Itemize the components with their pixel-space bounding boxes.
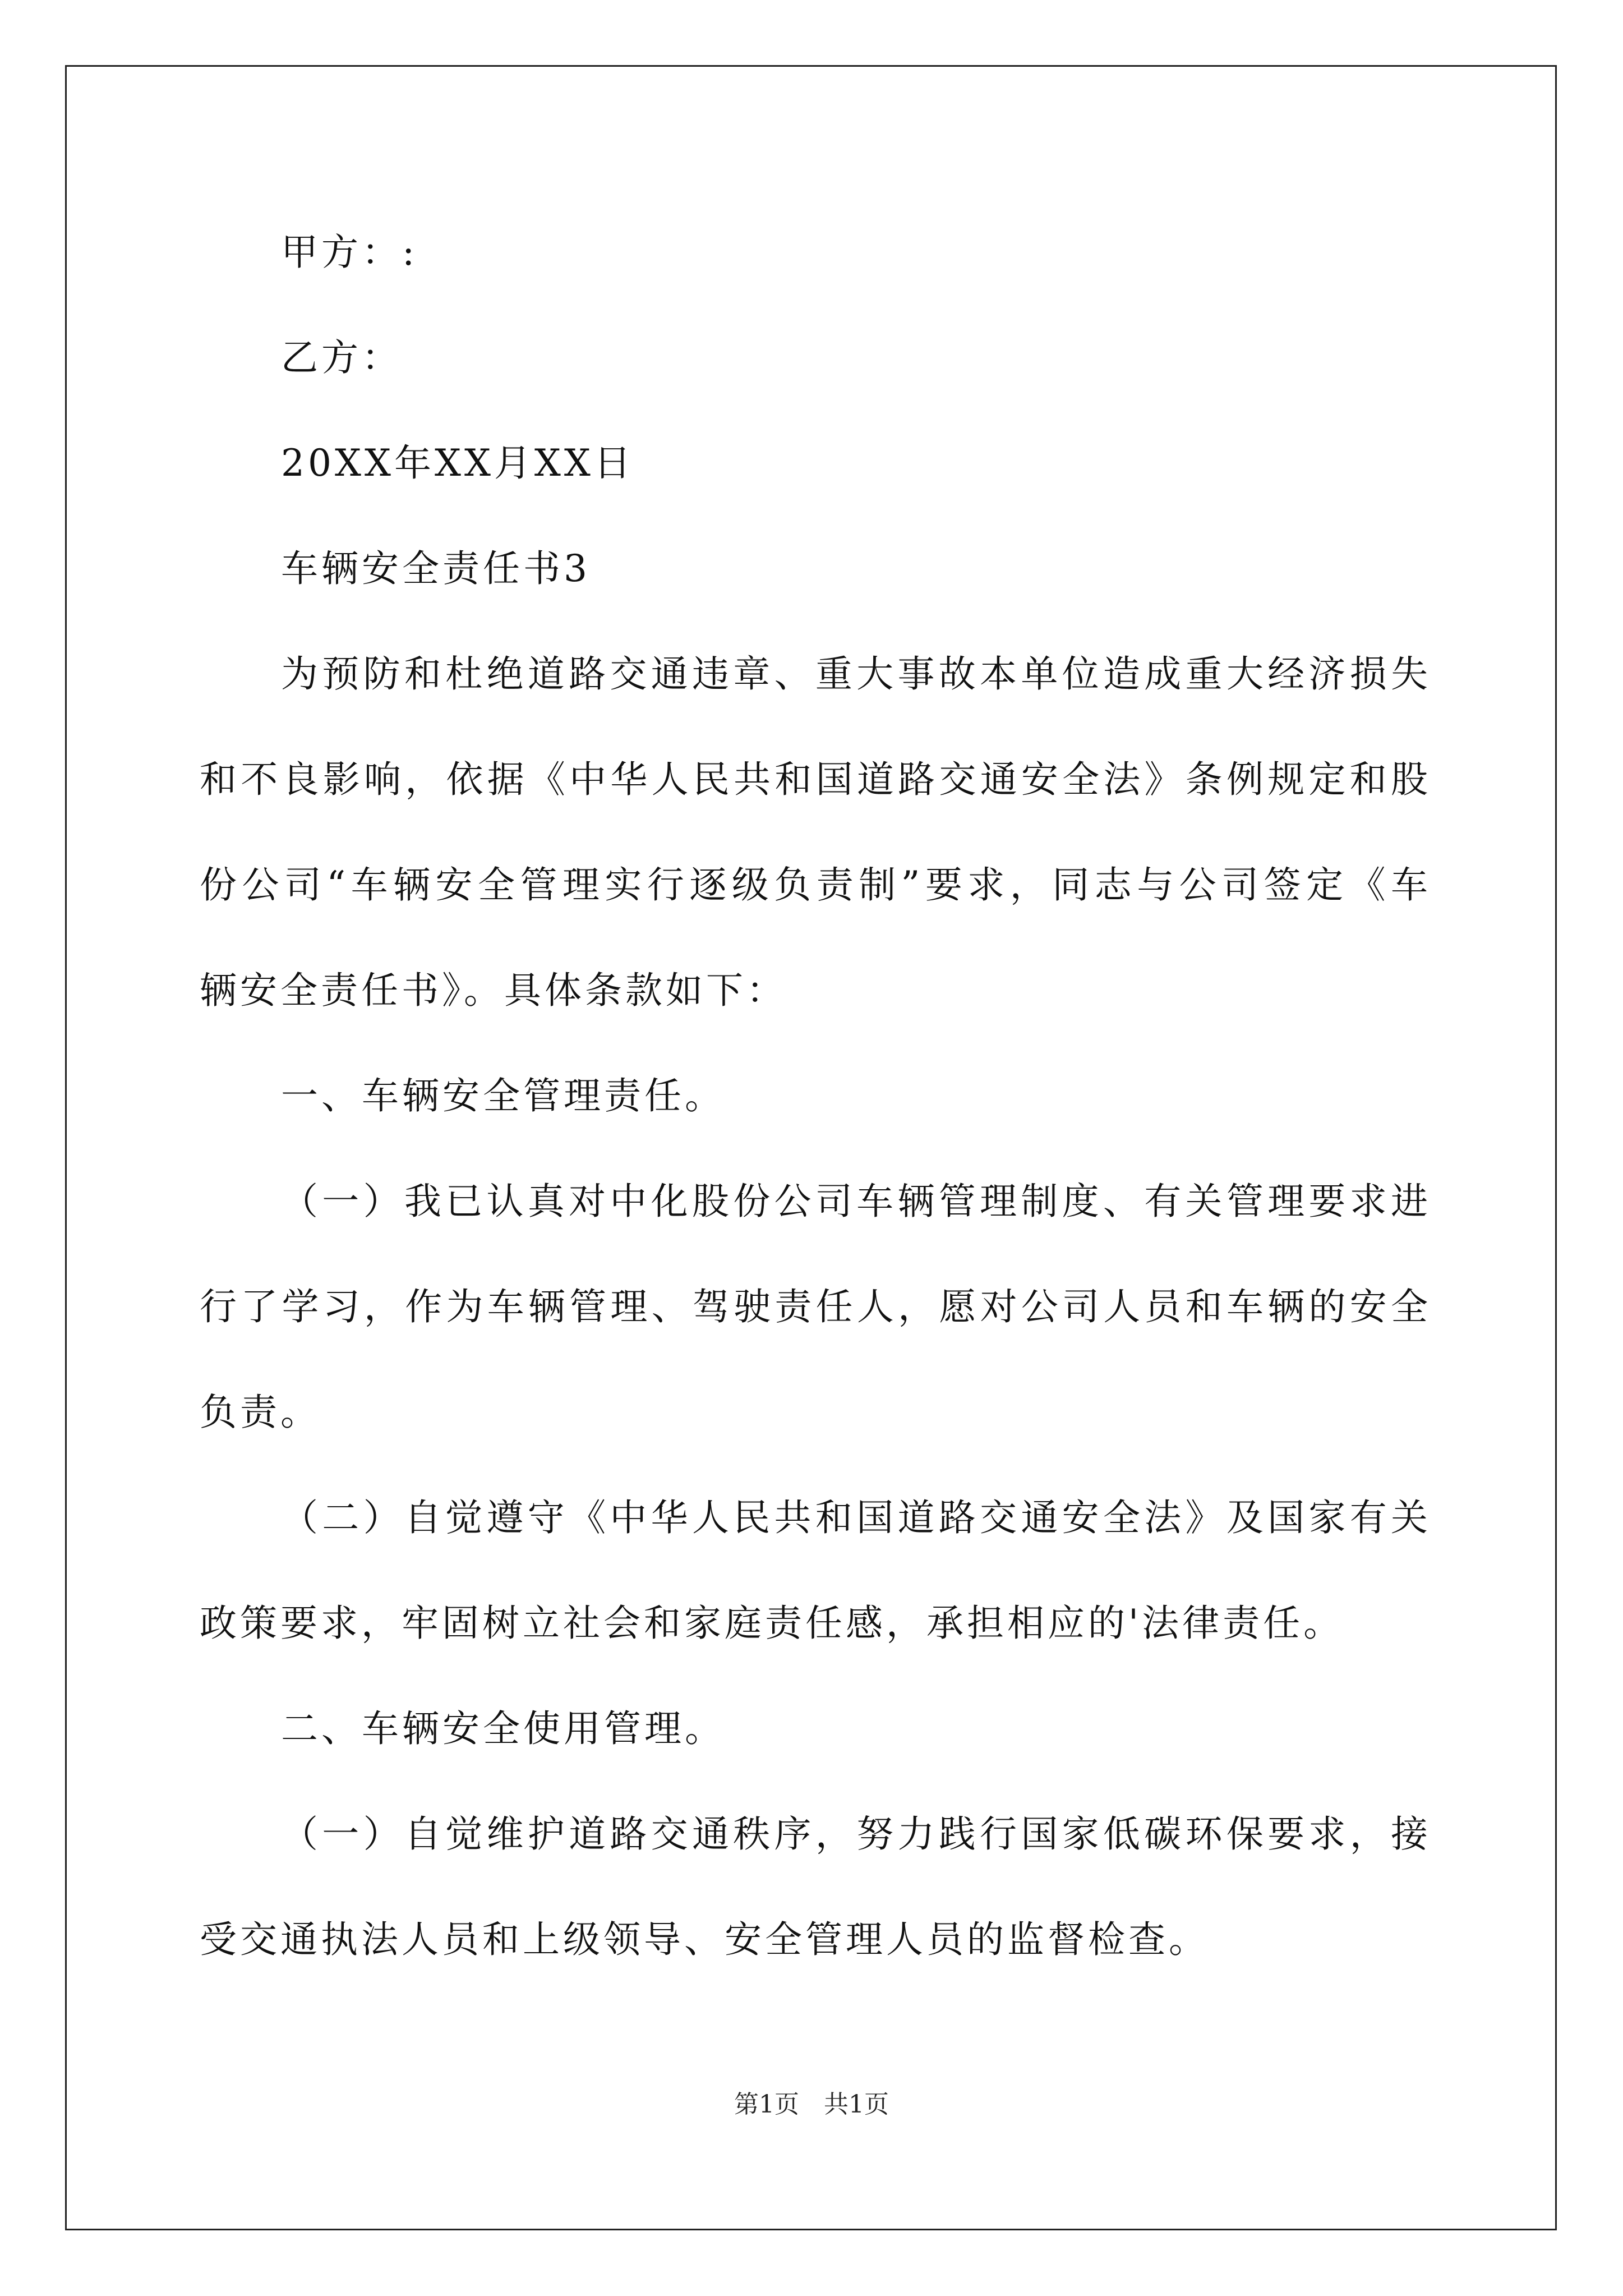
paragraph-line: 份公司“车辆安全管理实行逐级负责制”要求，同志与公司签定《车 bbox=[200, 863, 1428, 907]
paragraph-line: 行了学习，作为车辆管理、驾驶责任人，愿对公司人员和车辆的安全 bbox=[200, 1285, 1428, 1328]
date-line: 20XX年XX月XX日 bbox=[281, 441, 634, 485]
paragraph-line: 负责。 bbox=[200, 1391, 321, 1434]
paragraph-line: （一）自觉维护道路交通秩序，努力践行国家低碳环保要求，接 bbox=[281, 1812, 1428, 1856]
page-border bbox=[65, 65, 1557, 2230]
paragraph-line: 受交通执法人员和上级领导、安全管理人员的监督检查。 bbox=[200, 1918, 1209, 1961]
document-title: 车辆安全责任书3 bbox=[281, 547, 591, 590]
paragraph-line: 政策要求，牢固树立社会和家庭责任感，承担相应的'法律责任。 bbox=[200, 1602, 1344, 1645]
paragraph-line: 和不良影响，依据《中华人民共和国道路交通安全法》条例规定和股 bbox=[200, 758, 1428, 801]
party-b-line: 乙方： bbox=[281, 336, 402, 379]
page-number-footer: 第1页 共1页 bbox=[734, 2090, 889, 2119]
paragraph-line: 辆安全责任书》。具体条款如下： bbox=[200, 969, 787, 1012]
party-a-line: 甲方：: bbox=[281, 231, 418, 274]
section-heading: 二、车辆安全使用管理。 bbox=[281, 1707, 725, 1750]
paragraph-line: （一）我已认真对中化股份公司车辆管理制度、有关管理要求进 bbox=[281, 1180, 1428, 1223]
paragraph-line: （二）自觉遵守《中华人民共和国道路交通安全法》及国家有关 bbox=[281, 1496, 1428, 1539]
section-heading: 一、车辆安全管理责任。 bbox=[281, 1074, 725, 1117]
paragraph-line: 为预防和杜绝道路交通违章、重大事故本单位造成重大经济损失 bbox=[281, 652, 1428, 696]
